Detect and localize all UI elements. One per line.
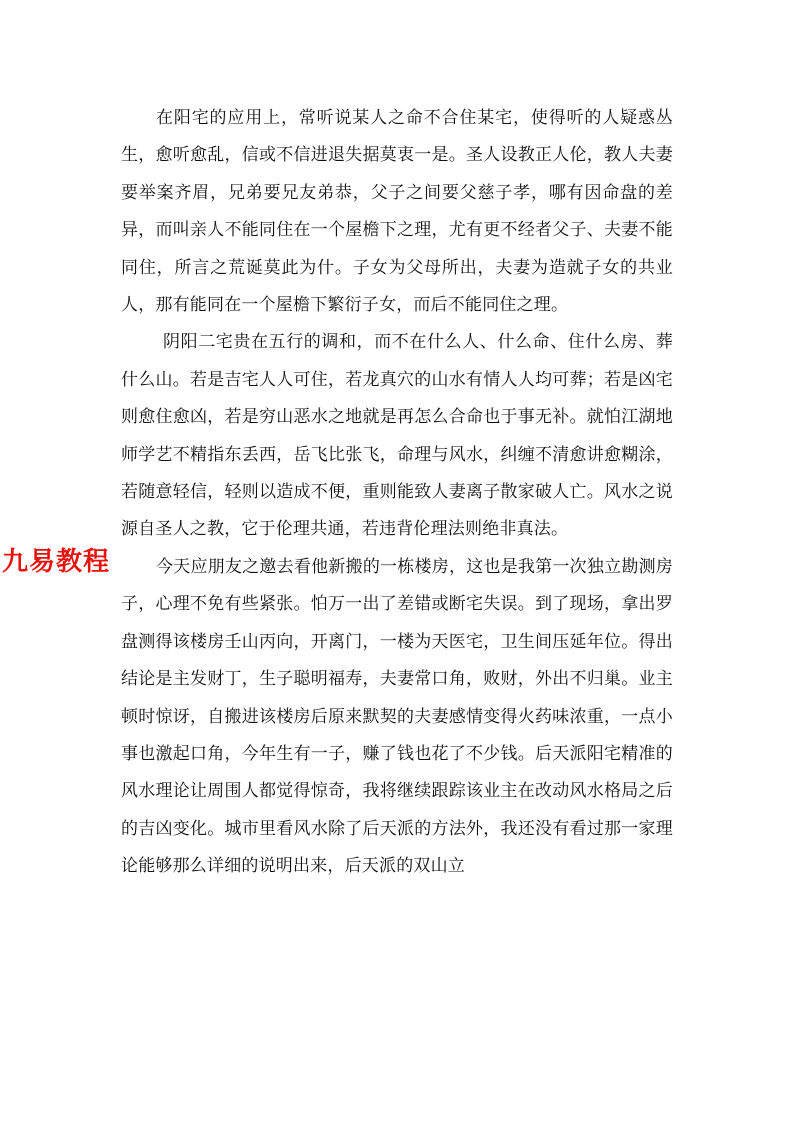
paragraph-1: 在阳宅的应用上，常听说某人之命不合住某宅，使得听的人疑惑丛生，愈听愈乱，信或不信进退失据莫衷一是。圣人设教正人伦，教人夫妻要举案齐眉，兄弟要兄友弟恭，父子之间要父慈子孝，哪有因命盘的差异，而叫亲人不能同住在一个屋檐下之理，尤有更不经者父子、夫妻不能同住，所言之荒诞莫此为什。子女为父母所出，夫妻为造就子女的共业人，那有能同在一个屋檐下繁衍子女，而后不能同住之理。 [121, 108, 673, 316]
watermark-logo: 九易教程 [2, 547, 111, 577]
paragraph-2: 阴阳二宅贵在五行的调和，而不在什么人、什么命、住什么房、葬什么山。若是吉宅人人可住，若龙真穴的山水有情人人均可葬；若是凶宅则愈住愈凶，若是穷山恶水之地就是再怎么合命也于事无补。就怕江湖地师学艺不精指东丢西，岳飞比张飞，命理与风水，纠缠不清愈讲愈糊涂，若随意轻信，轻则以造成不便，重则能致人妻离子散家破人亡。风水之说源自圣人之教，它于伦理共通，若违背伦理法则绝非真法。 [121, 332, 673, 540]
document-body [121, 100, 673, 886]
paragraph-3: 今天应朋友之邀去看他新搬的一栋楼房，这也是我第一次独立勘测房子，心理不免有些紧张。怕万一出了差错或断宅失误。到了现场，拿出罗盘测得该楼房壬山丙向，开离门，一楼为天医宅，卫生间压延年位。得出结论是主发财丁，生子聪明福寿，夫妻常口角，败财，外出不归巢。业主顿时惊讶，自搬进该楼房后原来默契的夫妻感情变得火药味浓重，一点小事也激起口角，今年生有一子，赚了钱也花了不少钱。后天派阳宅精准的风水理论让周围人都觉得惊奇，我将继续跟踪该业主在改动风水格局之后的吉凶变化。城市里看风水除了后天派的方法外，我还没有看过那一家理论能够那么详细的说明出来，后天派的双山立 [121, 556, 673, 877]
